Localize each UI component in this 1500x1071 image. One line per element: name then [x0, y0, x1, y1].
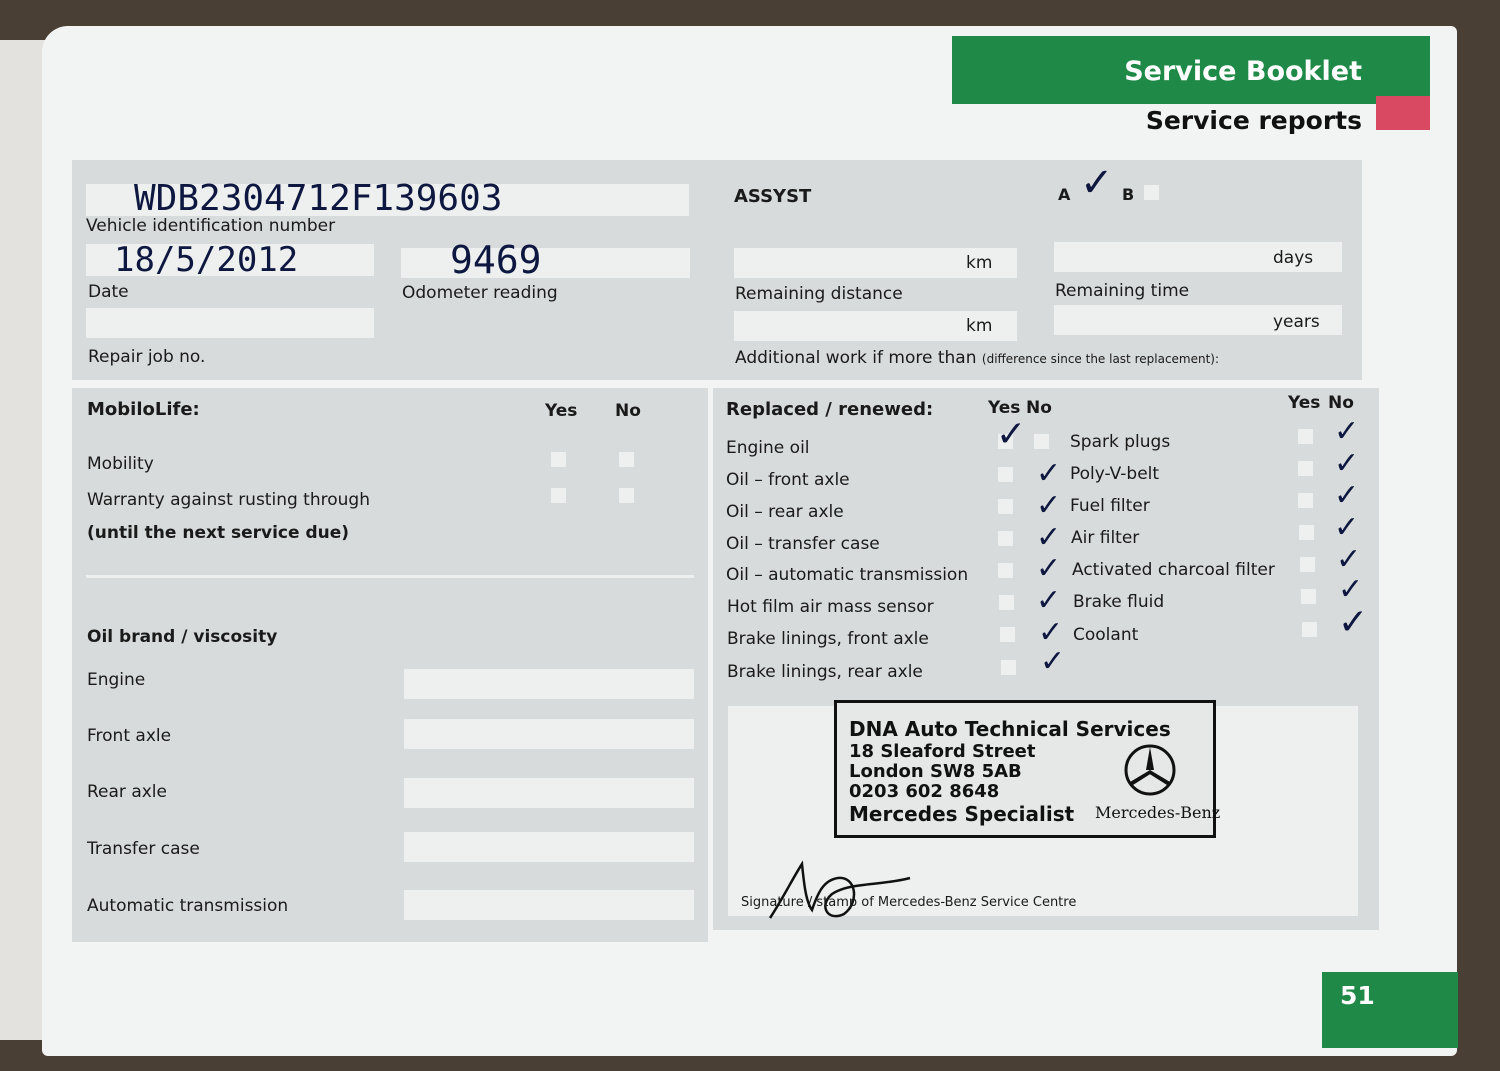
oil-item-label: Rear axle: [87, 782, 167, 802]
oil-transfer-case-field[interactable]: [404, 832, 694, 862]
oil-front-axle-no-tick: ✓: [1036, 456, 1062, 491]
remaining-time-label: Remaining time: [1055, 281, 1190, 301]
remaining-time-unit: days: [1273, 248, 1314, 268]
replaced-item: Oil – rear axle: [726, 502, 844, 522]
replaced-item: Brake linings, front axle: [727, 629, 929, 649]
replaced-yes-header: Yes: [988, 398, 1021, 418]
mobilolife-note: (until the next service due): [87, 523, 350, 543]
oil-title: Oil brand / viscosity: [87, 627, 278, 647]
stamp-line: 0203 602 8648: [849, 781, 1000, 802]
fuel-filter-no-tick: ✓: [1334, 478, 1360, 513]
replaced-title: Replaced / renewed:: [726, 399, 934, 420]
repair-job-field[interactable]: [86, 308, 374, 338]
oil-front-axle-field[interactable]: [404, 719, 694, 749]
additional-years-unit: years: [1273, 312, 1320, 332]
signature-icon: [760, 858, 920, 926]
poly-v-belt-yes-checkbox[interactable]: [1298, 461, 1313, 476]
brake-front-no-tick: ✓: [1038, 615, 1064, 650]
date-label: Date: [88, 282, 129, 302]
oil-auto-transmission-field[interactable]: [404, 890, 694, 920]
additional-work-text: Additional work if more than: [735, 348, 977, 368]
section-title: Service reports: [1145, 106, 1362, 135]
hfm-sensor-no-tick: ✓: [1036, 583, 1062, 618]
replaced-item: Brake fluid: [1073, 592, 1165, 612]
stamp-brand: Mercedes-Benz: [1095, 803, 1221, 822]
brake-rear-yes-checkbox[interactable]: [1001, 660, 1016, 675]
oil-transfer-no-tick: ✓: [1036, 520, 1062, 555]
air-filter-yes-checkbox[interactable]: [1299, 525, 1314, 540]
vin-value: WDB2304712F139603: [134, 178, 503, 219]
signature-label: Signature / stamp of Mercedes-Benz Service Centre: [741, 895, 1077, 910]
remaining-distance-label: Remaining distance: [735, 284, 903, 304]
oil-rear-axle-field[interactable]: [404, 778, 694, 808]
coolant-yes-checkbox[interactable]: [1302, 622, 1317, 637]
odometer-label: Odometer reading: [402, 283, 558, 303]
oil-auto-no-tick: ✓: [1036, 551, 1062, 586]
assyst-a-tick: ✓: [1080, 160, 1114, 206]
date-value: 18/5/2012: [114, 240, 299, 280]
replaced-item: Oil – transfer case: [726, 534, 880, 554]
charcoal-filter-no-tick: ✓: [1336, 542, 1362, 577]
stamp-line: 18 Sleaford Street: [849, 741, 1036, 762]
oil-item-label: Front axle: [87, 726, 172, 746]
spark-plugs-yes-checkbox[interactable]: [1298, 429, 1313, 444]
mobility-no-checkbox[interactable]: [619, 452, 634, 467]
replaced-item: Poly-V-belt: [1070, 464, 1160, 484]
oil-engine-field[interactable]: [404, 669, 694, 699]
mobilolife-title: MobiloLife:: [87, 399, 200, 420]
mobilolife-item: Mobility: [87, 454, 154, 474]
oil-transfer-yes-checkbox[interactable]: [998, 531, 1013, 546]
assyst-b-checkbox[interactable]: [1144, 185, 1159, 200]
dealer-stamp: [834, 700, 1221, 838]
coolant-no-tick: ✓: [1338, 602, 1369, 643]
oil-item-label: Transfer case: [87, 839, 200, 859]
additional-work-note: (difference since the last replacement):: [981, 352, 1220, 366]
mobilolife-no-header: No: [615, 401, 641, 421]
divider: [86, 575, 694, 578]
booklet-title: Service Booklet: [1124, 56, 1362, 87]
mobilolife-item: Warranty against rusting through: [87, 490, 370, 510]
engine-oil-no-checkbox[interactable]: [1034, 434, 1049, 449]
charcoal-filter-yes-checkbox[interactable]: [1300, 557, 1315, 572]
brake-rear-no-tick: ✓: [1040, 644, 1066, 679]
oil-rear-axle-no-tick: ✓: [1036, 488, 1062, 523]
oil-rear-axle-yes-checkbox[interactable]: [998, 499, 1013, 514]
replaced-item: Spark plugs: [1070, 432, 1171, 452]
mobilolife-yes-header: Yes: [545, 401, 578, 421]
oil-auto-yes-checkbox[interactable]: [998, 563, 1013, 578]
replaced-item: Hot film air mass sensor: [727, 597, 934, 617]
repair-job-label: Repair job no.: [88, 347, 206, 367]
odometer-field[interactable]: [401, 248, 690, 278]
vin-label: Vehicle identification number: [86, 216, 336, 236]
mercedes-star-icon: [1123, 743, 1177, 801]
brake-front-yes-checkbox[interactable]: [1000, 627, 1015, 642]
hfm-sensor-yes-checkbox[interactable]: [999, 595, 1014, 610]
replaced-item: Brake linings, rear axle: [727, 662, 923, 682]
replaced-item: Air filter: [1071, 528, 1140, 548]
replaced-no-header: No: [1328, 393, 1354, 413]
brake-fluid-no-tick: ✓: [1338, 572, 1364, 607]
assyst-label: ASSYST: [734, 186, 812, 207]
replaced-item: Oil – front axle: [726, 470, 850, 490]
warranty-yes-checkbox[interactable]: [551, 488, 566, 503]
spark-plugs-no-tick: ✓: [1334, 414, 1360, 449]
poly-v-belt-no-tick: ✓: [1334, 446, 1360, 481]
mobility-yes-checkbox[interactable]: [551, 452, 566, 467]
air-filter-no-tick: ✓: [1334, 510, 1360, 545]
replaced-item: Activated charcoal filter: [1072, 560, 1275, 580]
oil-front-axle-yes-checkbox[interactable]: [998, 467, 1013, 482]
stamp-line: DNA Auto Technical Services: [849, 717, 1171, 741]
replaced-item: Fuel filter: [1070, 496, 1150, 516]
replaced-item: Coolant: [1073, 625, 1139, 645]
warranty-no-checkbox[interactable]: [619, 488, 634, 503]
section-tab: [1376, 96, 1430, 130]
assyst-a-label: A: [1058, 185, 1071, 204]
stamp-line: London SW8 5AB: [849, 761, 1022, 782]
oil-item-label: Automatic transmission: [87, 896, 289, 916]
replaced-item: Engine oil: [726, 438, 810, 458]
replaced-no-header: No: [1026, 398, 1052, 418]
additional-work-label: [735, 348, 1219, 368]
odometer-value: 9469: [450, 238, 542, 282]
remaining-distance-unit: km: [966, 253, 993, 273]
stamp-line: Mercedes Specialist: [849, 802, 1075, 826]
assyst-b-label: B: [1122, 185, 1135, 204]
brake-fluid-yes-checkbox[interactable]: [1301, 589, 1316, 604]
oil-item-label: Engine: [87, 670, 146, 690]
page-number: 51: [1340, 981, 1375, 1010]
replaced-item: Oil – automatic transmission: [726, 565, 969, 585]
replaced-yes-header: Yes: [1288, 393, 1321, 413]
fuel-filter-yes-checkbox[interactable]: [1298, 493, 1313, 508]
additional-km-unit: km: [966, 316, 993, 336]
engine-oil-yes-tick: ✓: [996, 414, 1027, 455]
